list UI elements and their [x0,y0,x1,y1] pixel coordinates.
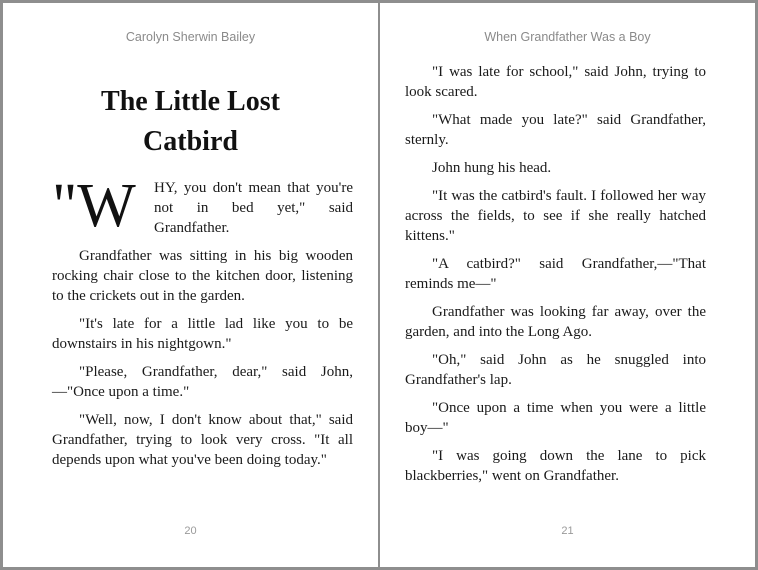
chapter-title-line: The Little Lost [101,86,280,117]
running-head-author: Carolyn Sherwin Bailey [125,30,256,44]
paragraph: "I was late for school," said John, trying to look scared. [405,64,706,100]
opening-paragraph [52,172,353,240]
paragraph: "Once upon a time when you were a little boy—" [405,400,706,436]
paragraph: "Oh," said John as he snuggled into Grandfather's lap. [405,352,706,388]
body-text [405,62,706,494]
chapter-title [3,82,378,162]
paragraph: "It was the catbird's fault. I followed her way across the fields, to see if she really hatched kittens." [405,188,706,244]
page-number: 20 [184,525,197,537]
paragraph: Grandfather was sitting in his big wooden rocking chair close to the kitchen door, listening to the crickets out in the garden. [52,248,353,304]
paragraph: "Well, now, I don't know about that," said Grandfather, trying to look very cross. "It all depends upon what you've been doing today." [52,412,353,468]
opening-line: not in bed yet," said [154,200,353,216]
paragraph: John hung his head. [432,160,552,176]
page-number: 21 [561,525,574,537]
opening-line: Grandfather. [154,220,230,236]
paragraph: "A catbird?" said Grandfather,—"That reminds me—" [405,256,706,292]
left-page[interactable] [3,3,378,567]
paragraph: "I was going down the lane to pick blackberries," went on Grandfather. [405,448,706,484]
paragraph: "What made you late?" said Grandfather, sternly. [405,112,706,148]
paragraph: Grandfather was looking far away, over the garden, and into the Long Ago. [405,304,706,340]
running-head-title: When Grandfather Was a Boy [484,30,651,44]
body-text [52,246,353,478]
right-page[interactable] [380,3,755,567]
paragraph: "It's late for a little lad like you to be downstairs in his nightgown." [52,316,353,352]
chapter-title-line: Catbird [143,126,238,157]
paragraph: "Please, Grandfather, dear," said John, —"Once upon a time." [52,364,353,400]
drop-cap: "W [52,172,136,240]
opening-line: HY, you don't mean that you're [154,180,353,196]
